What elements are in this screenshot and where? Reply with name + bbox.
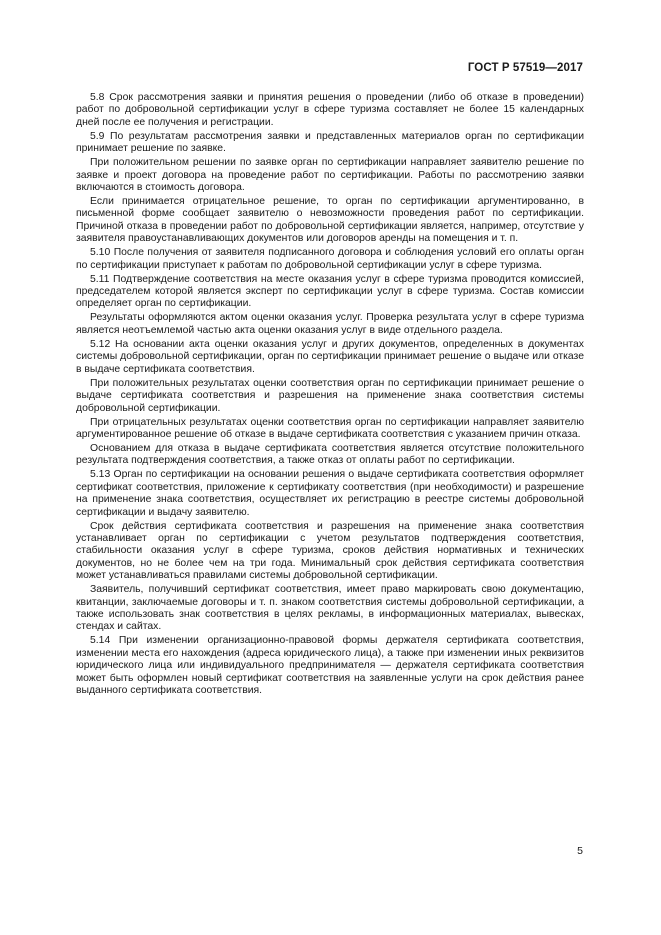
document-body [76, 92, 584, 699]
paragraph: 5.12 На основании акта оценки оказания услуг и других документов, определенных в документах системы добровольной сертификации, орган по сертификации принимает решение о выдаче или отказе в выдаче сертификата соответствия. [76, 338, 584, 375]
paragraph: 5.13 Орган по сертификации на основании решения о выдаче сертификата соответствия оформляет сертификат соответствия, приложение к сертификату соответствия (при необходимости) и разрешение на применение знака соответствия, осуществляет их регистрацию в реестре системы добровольной сертификации и выдачу заявителю. [76, 469, 584, 518]
paragraph: При отрицательных результатах оценки соответствия орган по сертификации направляет заявителю аргументированное решение об отказе в выдаче сертификата соответствия с указанием причин отказа. [76, 416, 584, 440]
paragraph: При положительном решении по заявке орган по сертификации направляет заявителю решение по заявке и проект договора на проведение работ по сертификации. Работы по рассмотрению заявки включаются в стоимость договора. [76, 157, 584, 194]
paragraph: Срок действия сертификата соответствия и разрешения на применение знака соответствия устанавливает орган по сертификации с учетом результатов подтверждения соответствия, стабильности оказания услуг в сфере туризма, сроков действия нормативных и технических документов, но не более чем на три года. Минимальный срок действия сертификата соответствия может устанавливаться правилами системы добровольной сертификации. [76, 520, 584, 582]
standard-code: ГОСТ Р 57519—2017 [467, 62, 583, 74]
paragraph: 5.9 По результатам рассмотрения заявки и представленных материалов орган по сертификации принимает решение по заявке. [76, 130, 584, 155]
paragraph: Заявитель, получивший сертификат соответствия, имеет право маркировать свою документацию, квитанции, заключаемые договоры и т. п. знаком соответствия системы добровольной сертификации, а также использовать знак соответствия в целях рекламы, в информационных материалах, вывесках, стендах и сайтах. [76, 584, 584, 633]
paragraph: 5.14 При изменении организационно-правовой формы держателя сертификата соответствия, изменении места его нахождения (адреса юридического лица), а также при изменении иных реквизитов юридического лица или индивидуального предпринимателя — держателя сертификата соответствия может быть оформлен новый сертификат соответствия на заявленные услуги на срок действия ранее выданного сертификата соответствия. [76, 635, 584, 696]
paragraph: При положительных результатах оценки соответствия орган по сертификации принимает решение о выдаче сертификата соответствия и разрешения на применение знака соответствия системы добровольной сертификации. [76, 377, 584, 414]
paragraph: 5.10 После получения от заявителя подписанного договора и соблюдения условий его оплаты орган по сертификации приступает к работам по добровольной сертификации услуг в сфере туризма. [76, 247, 584, 271]
paragraph: 5.11 Подтверждение соответствия на месте оказания услуг в сфере туризма проводится комиссией, председателем которой является эксперт по сертификации услуг в сфере туризма. Состав комиссии определяет орган по сертификации. [76, 273, 584, 310]
paragraph: Если принимается отрицательное решение, то орган по сертификации аргументированно, в письменной форме сообщает заявителю о невозможности проведения работ по сертификации. Причиной отказа в проведении работ по добровольной сертификации является, например, отсутствие у заявителя правоустанавливающих документов или договоров аренды на помещения и т. п. [76, 196, 584, 245]
paragraph: Результаты оформляются актом оценки оказания услуг. Проверка результата услуг в сфере туризма является неотъемлемой частью акта оценки оказания услуг в виде отдельного раздела. [76, 312, 584, 336]
paragraph: 5.8 Срок рассмотрения заявки и принятия решения о проведении (либо об отказе в проведении) работ по добровольной сертификации услуг в сфере туризма составляет не более 15 календарных дней после ее получения и регистрации. [76, 92, 584, 128]
page-number: 5 [577, 845, 583, 857]
paragraph: Основанием для отказа в выдаче сертификата соответствия является отсутствие положительного результата подтверждения соответствия, а также отказ от оплаты работ по сертификации. [76, 442, 584, 467]
